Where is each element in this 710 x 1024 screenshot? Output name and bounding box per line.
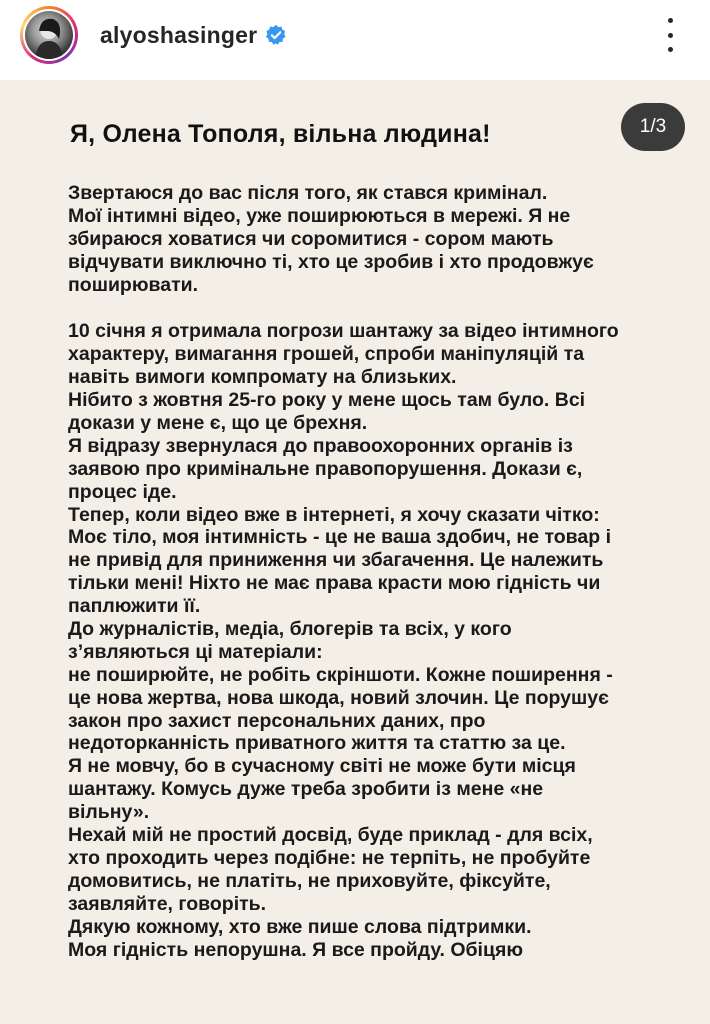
post-title: Я, Олена Тополя, вільна людина!: [70, 120, 491, 148]
text-line: Мої інтимні відео, уже поширюються в мережі. Я не: [68, 204, 571, 227]
dot: [668, 47, 673, 52]
text-line: відчувати виключно ті, хто це зробив і хто продовжує: [68, 250, 594, 273]
text-line: Нібито з жовтня 25-го року у мене щось там було. Всі: [68, 389, 586, 412]
text-line: Звертаюся до вас після того, як стався кримінал.: [68, 182, 548, 204]
dot: [668, 33, 673, 38]
text-line: навіть вимоги компромату на близьких.: [68, 366, 457, 389]
avatar-frame: [23, 9, 75, 61]
text-line: заявою про кримінальне правопорушення. Докази є,: [68, 457, 583, 480]
text-line: хто проходить через подібне: не терпіть, не пробуйте: [68, 846, 591, 869]
dot: [668, 18, 673, 23]
verified-badge-icon: [265, 24, 287, 46]
text-line: Дякую кожному, хто вже пише слова підтримки.: [68, 915, 532, 938]
post-image: [0, 80, 710, 1024]
more-options-icon[interactable]: [660, 18, 680, 52]
profile-avatar[interactable]: [25, 11, 73, 59]
text-line: вільну».: [68, 801, 150, 824]
paragraph-gap: [68, 296, 683, 320]
text-line: процес іде.: [68, 480, 177, 503]
text-line: це нова жертва, нова шкода, новий злочин. Це порушує: [68, 686, 609, 709]
text-line: тільки мені! Ніхто не має права красти мою гідність чи: [68, 572, 601, 595]
text-line: До журналістів, медіа, блогерів та всіх, у кого: [68, 618, 512, 641]
text-line: не поширюйте, не робіть скріншоти. Кожне поширення -: [68, 663, 613, 686]
post-header: [0, 0, 710, 78]
story-ring[interactable]: [20, 6, 78, 64]
post-body: [68, 182, 683, 961]
text-line: недоторканність приватного життя та статтю за це.: [68, 732, 566, 755]
carousel-counter: 1/3: [621, 103, 685, 151]
text-line: з’являються ці матеріали:: [68, 640, 323, 663]
text-line: збираюся ховатися чи соромитися - сором мають: [68, 227, 554, 250]
text-line: Я відразу звернулася до правоохоронних органів із: [68, 434, 573, 457]
text-line: паплюжити її.: [68, 595, 201, 618]
text-line: 10 січня я отримала погрози шантажу за відео інтимного: [68, 320, 619, 343]
text-line: Моя гідність непорушна. Я все пройду. Обіцяю: [68, 938, 523, 961]
text-line: докази у мене є, що це брехня.: [68, 412, 368, 435]
username[interactable]: alyoshasinger: [100, 21, 258, 48]
avatar-image: [25, 11, 73, 59]
text-line: Тепер, коли відео вже в інтернеті, я хочу сказати чітко:: [68, 503, 600, 526]
text-line: Нехай мій не простий досвід, буде приклад - для всіх,: [68, 824, 593, 847]
text-line: шантажу. Комусь дуже треба зробити із мене «не: [68, 778, 544, 801]
username-row: [100, 20, 287, 50]
text-line: поширювати.: [68, 273, 199, 296]
text-line: закон про захист персональних даних, про: [68, 709, 486, 732]
text-line: Моє тіло, моя інтимність - це не ваша здобич, не товар і: [68, 526, 611, 549]
text-line: характеру, вимагання грошей, спроби маніпуляцій та: [68, 343, 585, 366]
text-line: не привід для приниження чи збагачення. Це належить: [68, 549, 604, 572]
text-line: Я не мовчу, бо в сучасному світі не може бути місця: [68, 755, 576, 778]
text-line: заявляйте, говоріть.: [68, 892, 267, 915]
text-line: домовитись, не платіть, не приховуйте, фіксуйте,: [68, 869, 551, 892]
